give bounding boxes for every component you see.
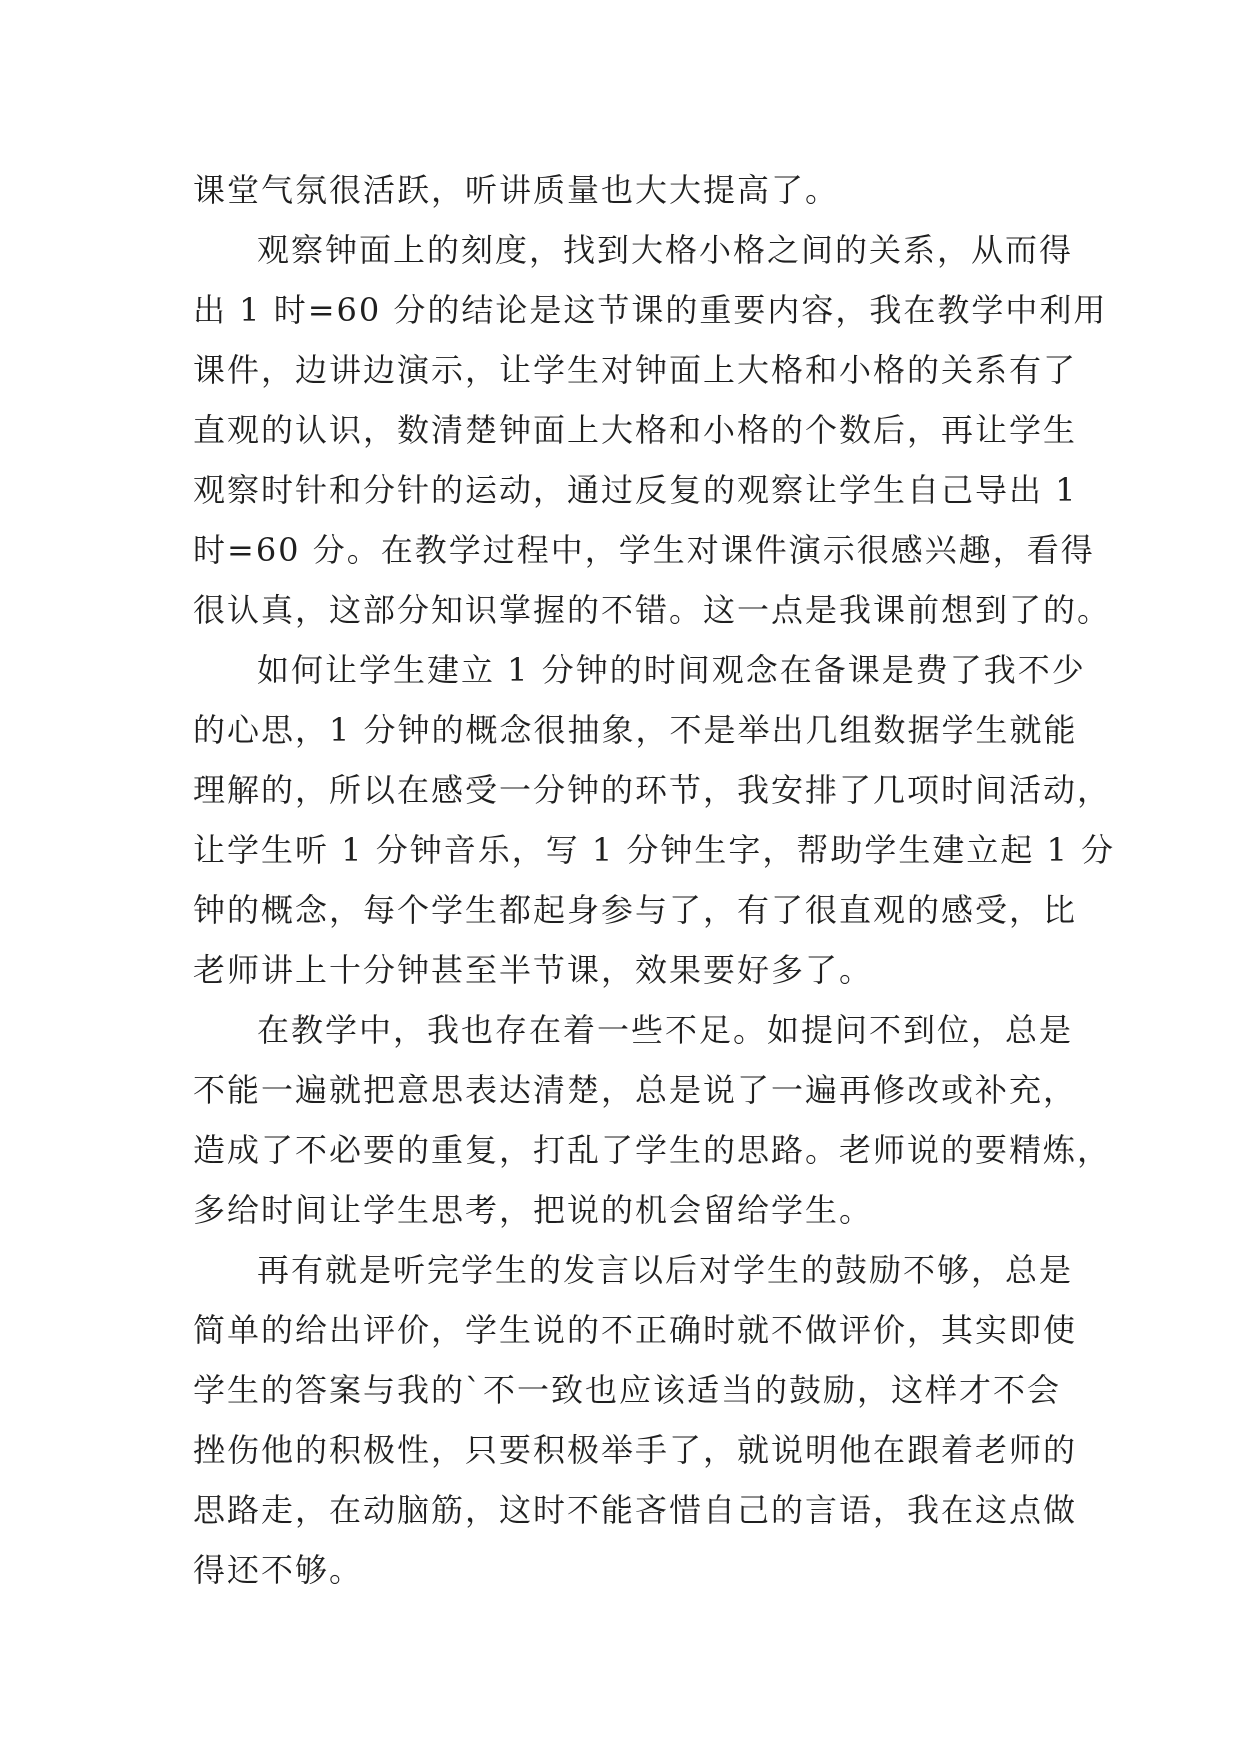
text-line: 如何让学生建立 1 分钟的时间观念在备课是费了我不少	[257, 651, 1086, 689]
text-line: 挫伤他的积极性，只要积极举手了，就说明他在跟着老师的	[193, 1431, 1078, 1469]
text-line: 钟的概念，每个学生都起身参与了，有了很直观的感受，比	[193, 891, 1078, 929]
text-line: 时=60 分。在教学过程中，学生对课件演示很感兴趣，看得	[193, 531, 1095, 569]
text-line: 在教学中，我也存在着一些不足。如提问不到位，总是	[257, 1011, 1074, 1049]
text-line: 让学生听 1 分钟音乐，写 1 分钟生字，帮助学生建立起 1 分	[193, 831, 1116, 869]
text-line: 课堂气氛很活跃，听讲质量也大大提高了。	[193, 171, 840, 209]
text-line: 造成了不必要的重复，打乱了学生的思路。老师说的要精炼，	[193, 1131, 1112, 1169]
text-line: 很认真，这部分知识掌握的不错。这一点是我课前想到了的。	[193, 591, 1112, 629]
text-line: 学生的答案与我的`不一致也应该适当的鼓励，这样才不会	[193, 1371, 1062, 1409]
text-line: 再有就是听完学生的发言以后对学生的鼓励不够，总是	[257, 1251, 1074, 1289]
document-body	[193, 160, 1116, 1600]
text-line: 理解的，所以在感受一分钟的环节，我安排了几项时间活动，	[193, 771, 1112, 809]
text-line: 老师讲上十分钟甚至半节课，效果要好多了。	[193, 951, 874, 989]
text-line: 不能一遍就把意思表达清楚，总是说了一遍再修改或补充，	[193, 1071, 1078, 1109]
text-line: 出 1 时=60 分的结论是这节课的重要内容，我在教学中利用	[193, 291, 1108, 329]
text-line: 思路走，在动脑筋，这时不能吝惜自己的言语，我在这点做	[193, 1491, 1078, 1529]
text-line: 简单的给出评价，学生说的不正确时就不做评价，其实即使	[193, 1311, 1078, 1349]
text-line: 的心思，1 分钟的概念很抽象，不是举出几组数据学生就能	[193, 711, 1078, 749]
text-line: 观察钟面上的刻度，找到大格小格之间的关系，从而得	[257, 231, 1074, 269]
text-line: 直观的认识，数清楚钟面上大格和小格的个数后，再让学生	[193, 411, 1078, 449]
text-line: 得还不够。	[193, 1551, 364, 1589]
text-line: 课件，边讲边演示，让学生对钟面上大格和小格的关系有了	[193, 351, 1078, 389]
text-line: 观察时针和分针的运动，通过反复的观察让学生自己导出 1	[193, 471, 1078, 509]
text-line: 多给时间让学生思考，把说的机会留给学生。	[193, 1191, 874, 1229]
